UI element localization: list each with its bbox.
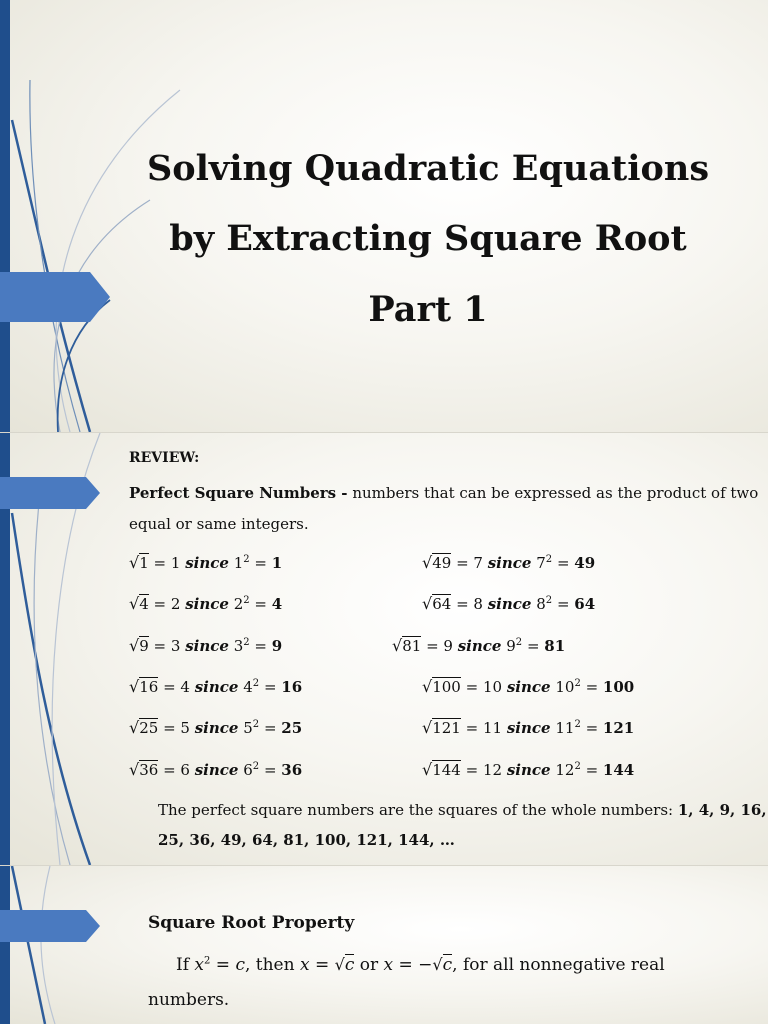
sqrt-symbol: √144 bbox=[422, 760, 461, 779]
property-statement: If $x^2 = c$, then x = √c or x = −√c, for all nonnegative real bbox=[176, 955, 665, 975]
since-word: since bbox=[185, 554, 229, 572]
sqrt-row: √81 = 9 since $9^2 = 81$ bbox=[392, 636, 566, 655]
since-word: since bbox=[457, 637, 502, 655]
base-value: 2 bbox=[233, 595, 244, 613]
root-value: 6 bbox=[180, 761, 190, 779]
square-value: 100 bbox=[602, 678, 635, 696]
base-value: 1 bbox=[233, 554, 244, 572]
sqrt-row: √121 = 11 since $11^2 = 121$ bbox=[422, 718, 635, 737]
tail-text: , for all nonnegative real bbox=[452, 955, 665, 975]
since-word: since bbox=[487, 595, 532, 613]
sqrt-row: √36 = 6 since $6^2 = 36$ bbox=[129, 760, 303, 779]
title-line-1: Solving Quadratic Equations bbox=[146, 148, 710, 189]
root-value: 8 bbox=[473, 595, 483, 613]
base-value: 5 bbox=[243, 719, 253, 737]
root-value: 3 bbox=[170, 637, 181, 655]
square-value: 1 bbox=[271, 554, 283, 572]
sqrt-row: √25 = 5 since $5^2 = 25$ bbox=[129, 718, 303, 737]
property-heading: Square Root Property bbox=[148, 913, 355, 933]
x-equals-2: x = − bbox=[383, 955, 433, 975]
definition-text: numbers that can be expressed as the product of two bbox=[347, 484, 759, 502]
base-value: 9 bbox=[506, 637, 516, 655]
square-value: 4 bbox=[271, 595, 283, 613]
eq-c: = c bbox=[210, 955, 245, 975]
since-word: since bbox=[185, 595, 229, 613]
sqrt-symbol: √25 bbox=[129, 718, 159, 737]
arrow-tab-icon bbox=[0, 910, 102, 942]
base-value: 8 bbox=[536, 595, 546, 613]
sqrt-row: √49 = 7 since $7^2 = 49$ bbox=[422, 553, 596, 572]
if-word: If bbox=[176, 955, 195, 975]
sqrt-row: √1 = 1 since $1^2 = 1$ bbox=[129, 553, 283, 572]
base-value: 10 bbox=[555, 678, 575, 696]
summary-text: The perfect square numbers are the squares of the whole numbers: bbox=[158, 801, 678, 819]
sqrt-row: √16 = 4 since $4^2 = 16$ bbox=[129, 677, 303, 696]
root-value: 2 bbox=[170, 595, 181, 613]
sqrt-symbol: √16 bbox=[129, 677, 159, 696]
review-slide bbox=[0, 433, 768, 865]
sqrt-row: √100 = 10 since $10^2 = 100$ bbox=[422, 677, 635, 696]
title-line-3: Part 1 bbox=[368, 289, 488, 330]
since-word: since bbox=[506, 719, 551, 737]
root-value: 10 bbox=[482, 678, 503, 696]
sqrt-c-1: √c bbox=[334, 955, 355, 975]
sqrt-c-2: √c bbox=[432, 955, 453, 975]
root-value: 7 bbox=[473, 554, 483, 572]
since-word: since bbox=[506, 678, 551, 696]
root-value: 1 bbox=[170, 554, 181, 572]
x-equals-1: x = bbox=[299, 955, 335, 975]
sqrt-symbol: √36 bbox=[129, 760, 159, 779]
summary-line-1 bbox=[158, 801, 767, 819]
sqrt-row: √64 = 8 since $8^2 = 64$ bbox=[422, 594, 596, 613]
definition-line-2: equal or same integers. bbox=[129, 515, 309, 533]
swoosh-decoration bbox=[0, 866, 120, 1024]
swoosh-decoration bbox=[0, 0, 200, 432]
definition-line-1 bbox=[129, 484, 758, 502]
since-word: since bbox=[194, 719, 239, 737]
root-value: 11 bbox=[482, 719, 503, 737]
square-value: 81 bbox=[544, 637, 566, 655]
then-text: , then bbox=[244, 955, 300, 975]
summary-line-2: 25, 36, 49, 64, 81, 100, 121, 144, … bbox=[158, 831, 455, 849]
since-word: since bbox=[506, 761, 551, 779]
title-slide bbox=[0, 0, 768, 432]
root-value: 5 bbox=[180, 719, 190, 737]
square-value: 16 bbox=[281, 678, 303, 696]
review-label: REVIEW: bbox=[129, 450, 200, 466]
square-value: 9 bbox=[271, 637, 283, 655]
square-value: 64 bbox=[574, 595, 596, 613]
since-word: since bbox=[194, 761, 239, 779]
sqrt-symbol: √49 bbox=[422, 553, 452, 572]
property-slide bbox=[0, 866, 768, 1024]
base-value: 12 bbox=[555, 761, 575, 779]
property-line-2: numbers. bbox=[148, 990, 230, 1010]
square-value: 25 bbox=[281, 719, 303, 737]
summary-bold-1: 1, 4, 9, 16, bbox=[677, 801, 767, 819]
sqrt-symbol: √1 bbox=[129, 553, 149, 572]
base-value: 11 bbox=[555, 719, 575, 737]
base-value: 6 bbox=[243, 761, 253, 779]
definition-term: Perfect Square Numbers - bbox=[129, 484, 348, 502]
sqrt-symbol: √4 bbox=[129, 594, 149, 613]
title-line-2: by Extracting Square Root bbox=[169, 218, 687, 259]
square-value: 36 bbox=[281, 761, 303, 779]
square-value: 49 bbox=[574, 554, 596, 572]
sqrt-row: √4 = 2 since $2^2 = 4$ bbox=[129, 594, 283, 613]
eq-x: x bbox=[194, 955, 205, 975]
sqrt-symbol: √100 bbox=[422, 677, 461, 696]
base-value: 4 bbox=[243, 678, 253, 696]
sqrt-symbol: √121 bbox=[422, 718, 461, 737]
square-value: 121 bbox=[602, 719, 635, 737]
since-word: since bbox=[194, 678, 239, 696]
or-text: or bbox=[354, 955, 384, 975]
sqrt-symbol: √81 bbox=[392, 636, 422, 655]
since-word: since bbox=[185, 637, 229, 655]
root-value: 9 bbox=[443, 637, 453, 655]
arrow-tab-icon bbox=[0, 477, 102, 509]
sqrt-symbol: √9 bbox=[129, 636, 149, 655]
root-value: 4 bbox=[180, 678, 190, 696]
square-value: 144 bbox=[602, 761, 635, 779]
root-value: 12 bbox=[482, 761, 503, 779]
since-word: since bbox=[487, 554, 532, 572]
base-value: 3 bbox=[233, 637, 244, 655]
sqrt-row: √9 = 3 since $3^2 = 9$ bbox=[129, 636, 283, 655]
sqrt-row: √144 = 12 since $12^2 = 144$ bbox=[422, 760, 635, 779]
sqrt-symbol: √64 bbox=[422, 594, 452, 613]
base-value: 7 bbox=[536, 554, 546, 572]
